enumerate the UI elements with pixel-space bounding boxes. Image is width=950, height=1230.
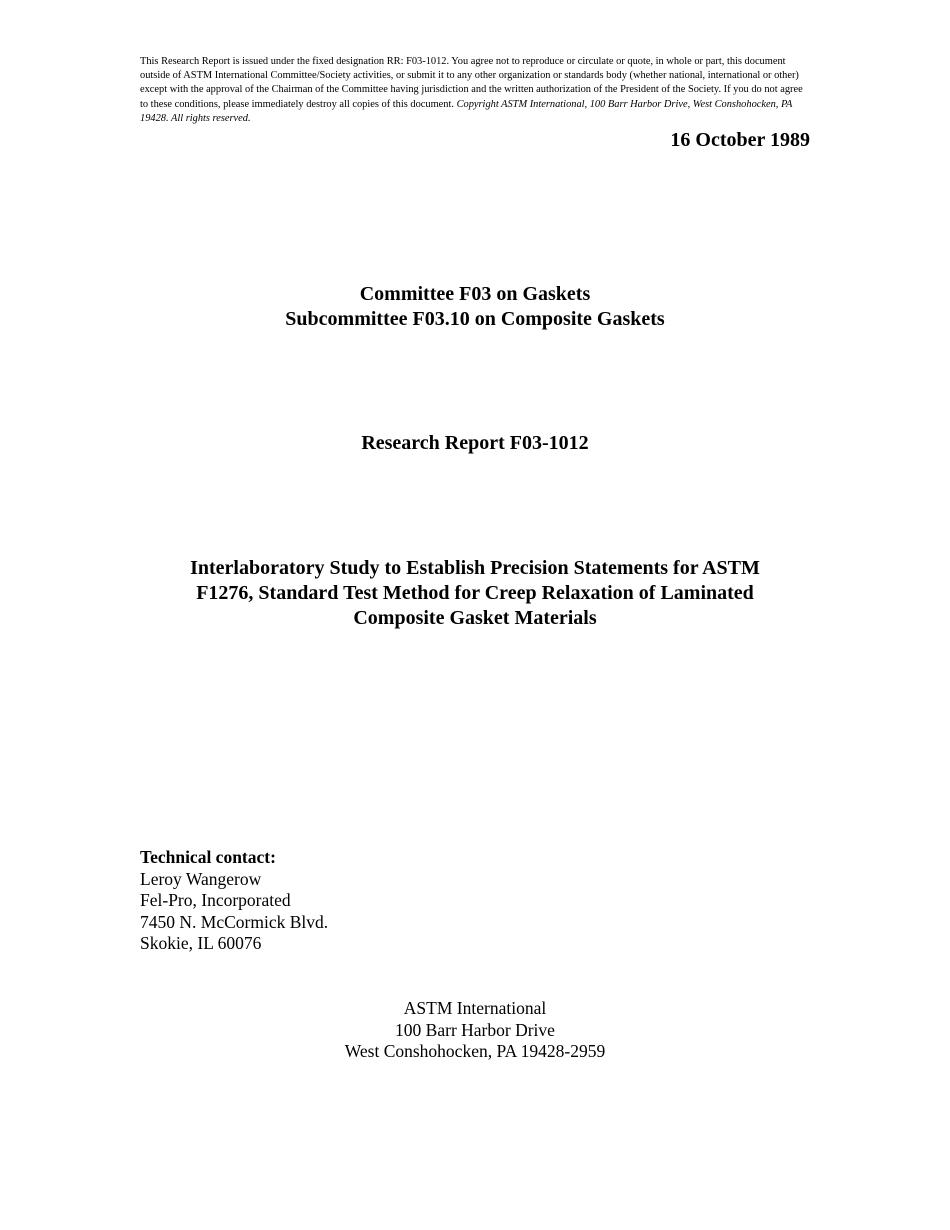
technical-contact — [140, 847, 328, 955]
report-number: Research Report F03-1012 — [361, 432, 589, 454]
contact-name: Leroy Wangerow — [140, 868, 262, 889]
contact-street: 7450 N. McCormick Blvd. — [140, 911, 329, 932]
report-date: 16 October 1989 — [670, 129, 810, 151]
address-street: 100 Barr Harbor Drive — [395, 1019, 555, 1040]
committee-heading — [140, 282, 810, 332]
notice-text: This Research Report is issued under the fixed designation RR: F03-1012. You agree not to reproduce or circulate or quote, in whole or part, this document outside of ASTM International Committee/Society activities, or submit it to any other organization or standards body (whether national, international or other) except with the approval of the Chairman of the Committee having jurisdiction and the written authorization of the President of the Society. If you do not agree to these conditions, please immediately destroy all copies of this document. — [140, 56, 803, 110]
contact-label: Technical contact: — [140, 847, 276, 867]
subcommittee-name: Subcommittee F03.10 on Composite Gaskets — [285, 308, 665, 330]
report-title — [140, 431, 810, 456]
study-title-line-2: F1276, Standard Test Method for Creep Relaxation of Laminated — [196, 582, 754, 604]
contact-company: Fel-Pro, Incorporated — [140, 890, 291, 910]
address-city: West Conshohocken, PA 19428-2959 — [344, 1041, 606, 1061]
contact-city: Skokie, IL 60076 — [140, 933, 262, 953]
study-title-line-1: Interlaboratory Study to Establish Precision Statements for ASTM — [190, 557, 760, 579]
study-title-line-3: Composite Gasket Materials — [353, 607, 597, 629]
committee-name: Committee F03 on Gaskets — [359, 283, 591, 305]
copyright-line: Copyright ASTM International, 100 Barr Harbor Drive, West Conshohocken, PA 19428. All rights reserved. — [140, 98, 793, 124]
address-org: ASTM International — [403, 998, 547, 1018]
copyright-notice — [140, 55, 810, 126]
astm-address — [140, 998, 810, 1063]
study-title — [150, 556, 800, 631]
